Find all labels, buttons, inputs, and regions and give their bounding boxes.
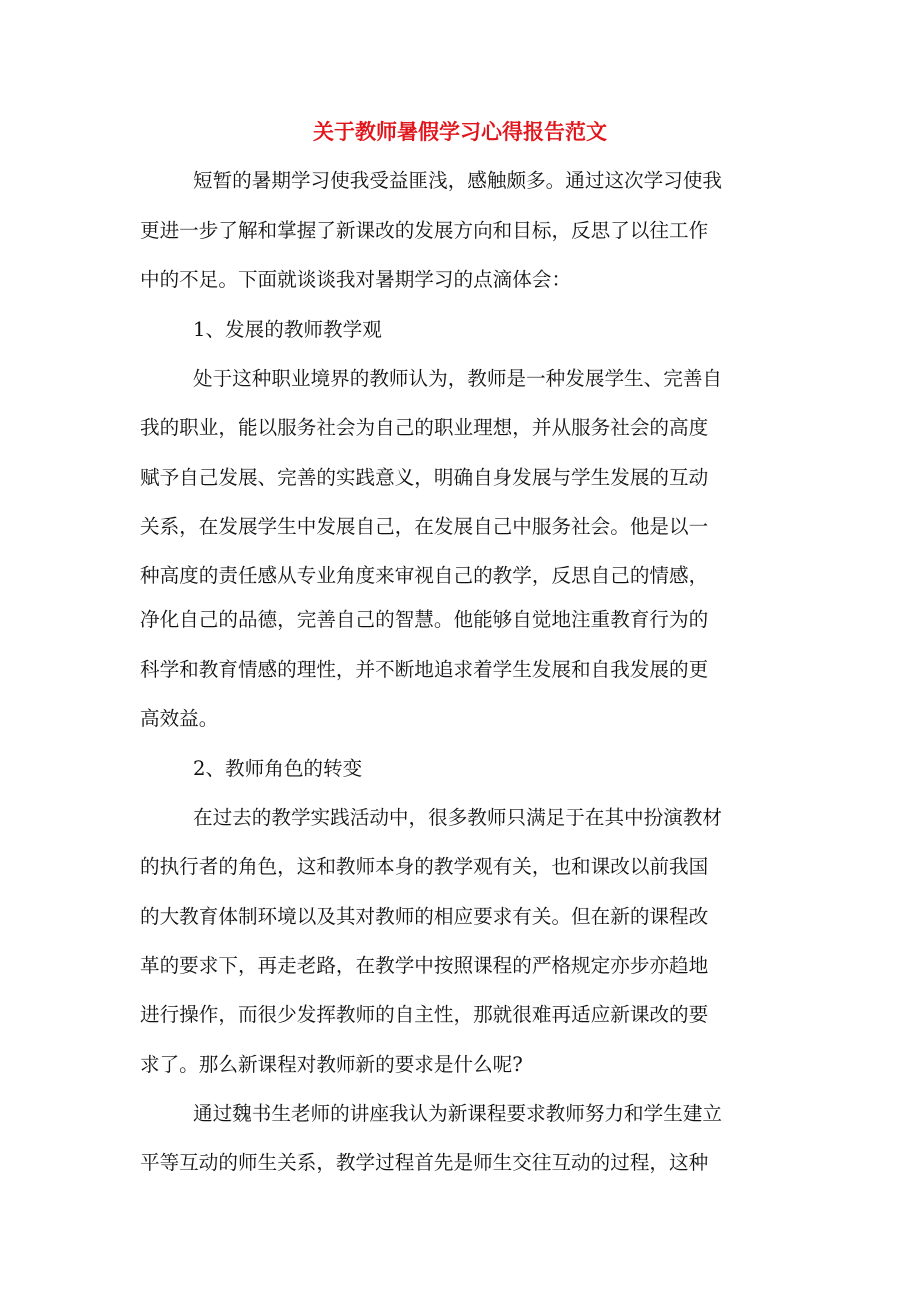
paragraph-line: 在过去的教学实践活动中，很多教师只满足于在其中扮演教材: [193, 806, 723, 829]
paragraph-line: 处于这种职业境界的教师认为，教师是一种发展学生、完善自: [193, 367, 723, 390]
paragraph-line: 通过魏书生老师的讲座我认为新课程要求教师努力和学生建立: [193, 1102, 723, 1125]
paragraph-line: 赋予自己发展、完善的实践意义，明确自身发展与学生发展的互动: [140, 466, 709, 489]
paragraph-line: 净化自己的品德，完善自己的智慧。他能够自觉地注重教育行为的: [140, 608, 709, 631]
paragraph-line: 更进一步了解和掌握了新课改的发展方向和目标，反思了以往工作: [140, 219, 709, 242]
paragraph-line: 的大教育体制环境以及其对教师的相应要求有关。但在新的课程改: [140, 905, 709, 928]
section-heading-1: 1、发展的教师教学观: [193, 318, 382, 341]
paragraph-line: 关系，在发展学生中发展自己，在发展自己中服务社会。他是以一: [140, 515, 709, 538]
paragraph-line: 种高度的责任感从专业角度来审视自己的教学，反思自己的情感，: [140, 564, 709, 587]
section-heading-2: 2、教师角色的转变: [193, 757, 363, 780]
paragraph-line: 进行操作，而很少发挥教师的自主性，那就很难再适应新课改的要: [140, 1003, 709, 1026]
paragraph-line: 革的要求下，再走老路，在教学中按照课程的严格规定亦步亦趋地: [140, 954, 709, 977]
document-title: 关于教师暑假学习心得报告范文: [313, 119, 607, 144]
paragraph-line: 短暂的暑期学习使我受益匪浅，感触颇多。通过这次学习使我: [193, 169, 723, 192]
paragraph-line: 科学和教育情感的理性，并不断地追求着学生发展和自我发展的更: [140, 658, 709, 681]
paragraph-line: 中的不足。下面就谈谈我对暑期学习的点滴体会：: [140, 268, 572, 291]
paragraph-line: 平等互动的师生关系，教学过程首先是师生交往互动的过程，这种: [140, 1151, 709, 1174]
paragraph-line: 的执行者的角色，这和教师本身的教学观有关，也和课改以前我国: [140, 855, 709, 878]
paragraph-line: 求了。那么新课程对教师新的要求是什么呢?: [140, 1053, 523, 1076]
paragraph-line: 高效益。: [140, 707, 219, 730]
paragraph-line: 我的职业，能以服务社会为自己的职业理想，并从服务社会的高度: [140, 416, 709, 439]
